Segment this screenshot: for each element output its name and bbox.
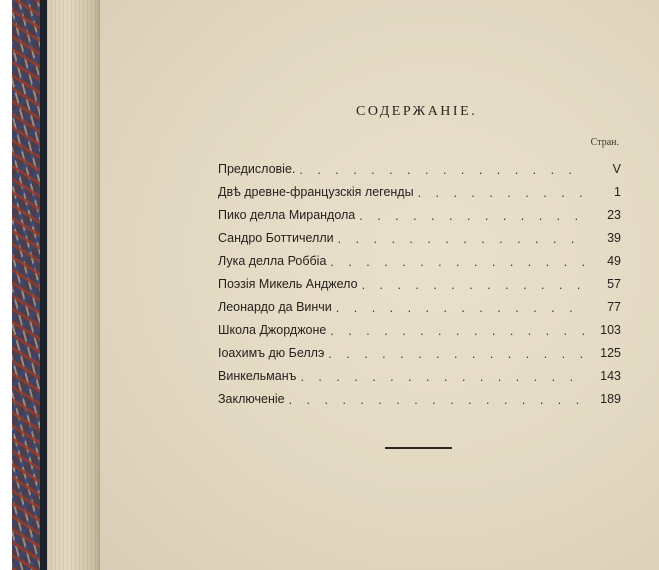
contents-heading: СОДЕРЖАНIЕ. bbox=[356, 104, 478, 119]
dot-leader bbox=[362, 279, 587, 292]
toc-title: Лука делла Роббiа bbox=[218, 254, 327, 268]
toc-title: Сандро Боттичелли bbox=[218, 231, 334, 245]
toc-page-number: 125 bbox=[600, 346, 621, 360]
toc-entry bbox=[218, 199, 621, 222]
toc-title: Леонардо да Винчи bbox=[218, 300, 332, 314]
toc-page-number: 39 bbox=[607, 231, 621, 245]
toc-entry bbox=[218, 176, 621, 199]
dot-leader bbox=[300, 371, 587, 384]
toc-title: Поэзiя Микель Анджело bbox=[218, 277, 358, 291]
table-of-contents bbox=[218, 153, 621, 406]
decorative-rule bbox=[385, 447, 452, 449]
toc-page-number: V bbox=[612, 162, 621, 176]
toc-title: Пико делла Мирандола bbox=[218, 208, 356, 222]
toc-title: Предисловiе. bbox=[218, 162, 296, 176]
toc-entry bbox=[218, 360, 621, 383]
dot-leader bbox=[338, 233, 587, 246]
toc-page-number: 103 bbox=[600, 323, 621, 337]
toc-page-number: 77 bbox=[607, 300, 621, 314]
toc-title: Двѣ древне-французскiя легенды bbox=[218, 185, 414, 199]
dot-leader bbox=[330, 256, 587, 269]
dot-leader bbox=[330, 325, 587, 338]
toc-page-number: 23 bbox=[607, 208, 621, 222]
toc-entry bbox=[218, 222, 621, 245]
page-edges bbox=[47, 0, 100, 570]
dot-leader bbox=[299, 164, 587, 177]
toc-entry bbox=[218, 383, 621, 406]
toc-entry bbox=[218, 337, 621, 360]
book-spine bbox=[40, 0, 47, 570]
toc-entry bbox=[218, 268, 621, 291]
toc-page-number: 57 bbox=[607, 277, 621, 291]
toc-page-number: 1 bbox=[614, 185, 621, 199]
toc-title: Школа Джорджоне bbox=[218, 323, 327, 337]
dot-leader bbox=[418, 187, 587, 200]
toc-title: Iоахимъ дю Беллэ bbox=[218, 346, 325, 360]
toc-page-number: 49 bbox=[607, 254, 621, 268]
toc-title: Заключенiе bbox=[218, 392, 285, 406]
toc-page-number: 189 bbox=[600, 392, 621, 406]
toc-entry bbox=[218, 245, 621, 268]
dot-leader bbox=[289, 394, 587, 407]
toc-entry bbox=[218, 153, 621, 176]
page-column-header: Стран. bbox=[590, 137, 619, 148]
toc-page-number: 143 bbox=[600, 369, 621, 383]
toc-entry bbox=[218, 314, 621, 337]
dot-leader bbox=[336, 302, 587, 315]
toc-title: Винкельманъ bbox=[218, 369, 297, 383]
toc-entry bbox=[218, 291, 621, 314]
dot-leader bbox=[328, 348, 587, 361]
dot-leader bbox=[359, 210, 587, 223]
